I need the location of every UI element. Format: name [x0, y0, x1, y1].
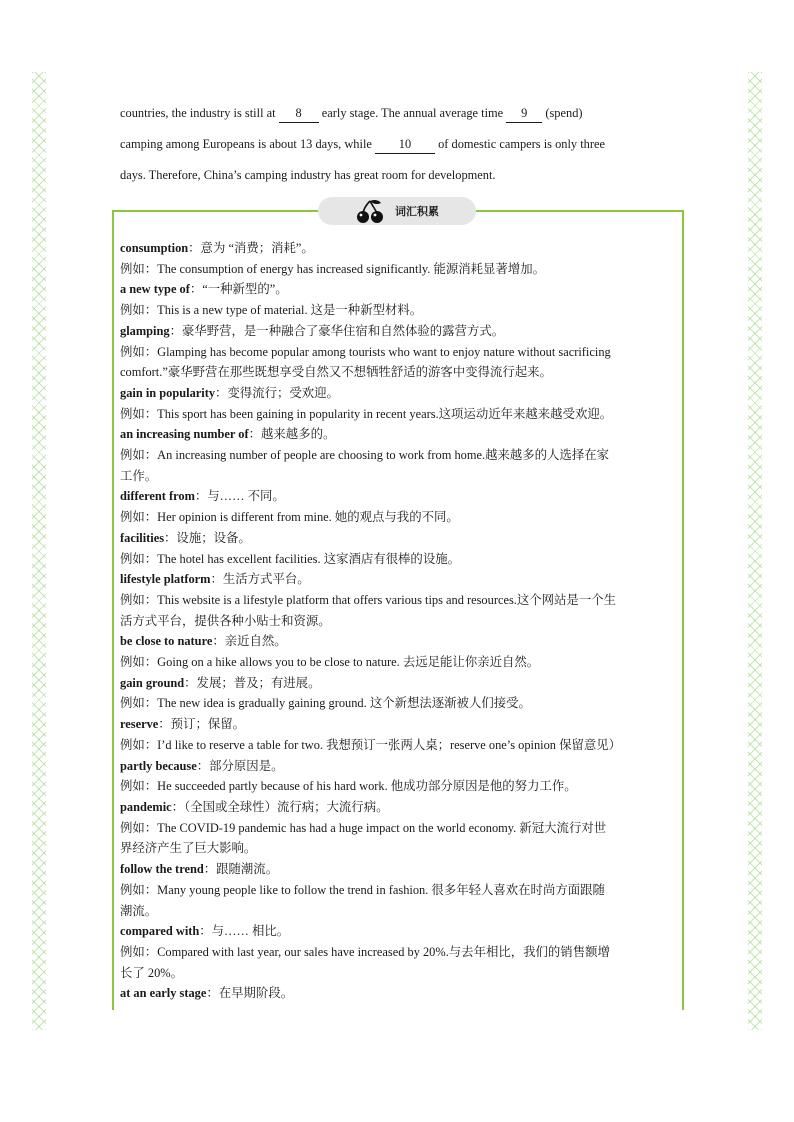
vocab-term: lifestyle platform: [120, 572, 211, 587]
cherry-icon: [355, 198, 385, 224]
vocab-term: different from: [120, 489, 195, 504]
vocab-example-line: 例如：The hotel has excellent facilities. 这家酒店有很棒的设施。: [120, 551, 460, 566]
vocab-example-line: 潮流。: [120, 903, 158, 918]
intro-line-2: camping among Europeans is about 13 days, while 10 of domestic campers is only three: [120, 129, 680, 160]
vocab-term: consumption: [120, 241, 189, 255]
vocab-term-line: [120, 756, 682, 777]
vocab-definition: ：豪华野营，是一种融合了豪华住宿和自然体验的露营方式。: [169, 323, 505, 338]
vocab-definition: ：意为 “消费；消耗”。: [188, 241, 314, 255]
vocab-example-line: 例如：This is a new type of material. 这是一种新型材料。: [120, 303, 423, 318]
vocab-example-line: 例如：He succeeded partly because of his hard work. 他成功部分原因是他的努力工作。: [120, 779, 577, 794]
vocab-example-line: 例如：Going on a hike allows you to be close to nature. 去远足能让你亲近自然。: [120, 655, 540, 670]
vocab-definition: ：生活方式平台。: [210, 572, 310, 587]
intro-line-1: countries, the industry is still at 8 early stage. The annual average time 9 (spend): [120, 98, 680, 129]
vocab-term: reserve: [120, 717, 159, 732]
vocab-term: a new type of: [120, 282, 190, 297]
vocab-term-line: [120, 238, 682, 259]
blank-10: 10: [375, 136, 435, 154]
vocab-term-line: [120, 321, 682, 342]
vocab-term-line: [120, 424, 682, 445]
vocab-term: gain in popularity: [120, 385, 216, 400]
vocab-example-line: 例如：Glamping has become popular among tourists who want to enjoy nature without sacrificing: [120, 344, 611, 359]
vocab-definition: ：跟随潮流。: [203, 862, 279, 877]
vocab-term: partly because: [120, 758, 197, 773]
vocab-title: 词汇积累: [395, 205, 439, 218]
vocab-term-line: [120, 797, 682, 818]
vocab-example-line: 例如：The new idea is gradually gaining ground. 这个新想法逐渐被人们接受。: [120, 696, 531, 711]
vocab-term-line: [120, 859, 682, 880]
vocab-term-line: [120, 673, 682, 694]
vocab-term-line: [120, 383, 682, 404]
vocab-term: follow the trend: [120, 862, 204, 877]
vocab-definition: ：变得流行；受欢迎。: [215, 385, 339, 400]
vocab-definition: ：“一种新型的”。: [189, 282, 288, 297]
vocab-term: at an early stage: [120, 986, 207, 1001]
vocab-example-line: 活方式平台，提供各种小贴士和资源。: [120, 613, 331, 628]
vocab-term-line: [120, 631, 682, 652]
vocab-example-line: 例如：An increasing number of people are choosing to work from home.越来越多的人选择在家: [120, 448, 609, 463]
vocab-example-line: 例如：Many young people like to follow the trend in fashion. 很多年轻人喜欢在时尚方面跟随: [120, 882, 605, 897]
vocab-example-line: 例如：This website is a lifestyle platform that offers various tips and resources.这个网站是一个生: [120, 592, 616, 607]
vocab-example-line: 工作。: [120, 468, 158, 483]
vocab-example-line: 例如：The COVID-19 pandemic has had a huge impact on the world economy. 新冠大流行对世: [120, 820, 607, 835]
vocab-example-line: 例如：Her opinion is different from mine. 她的观点与我的不同。: [120, 510, 459, 525]
vocab-definition: ：预订；保留。: [158, 717, 246, 732]
vocab-term: be close to nature: [120, 634, 213, 649]
vocab-term: compared with: [120, 924, 200, 939]
vocab-term-line: [120, 714, 682, 735]
intro-paragraph: [120, 98, 680, 191]
vocab-definition: ：越来越多的。: [248, 427, 336, 442]
vocab-example-line: 长了 20%。: [120, 965, 183, 980]
vocab-example-line: 例如：The consumption of energy has increased significantly. 能源消耗显著增加。: [120, 261, 545, 276]
vocab-term-line: [120, 983, 682, 1004]
vocab-content: [120, 238, 682, 1004]
vocab-term: gain ground: [120, 675, 185, 690]
vocab-definition: ：发展；普及；有进展。: [184, 675, 321, 690]
vocab-term: facilities: [120, 530, 165, 545]
vocab-term-line: [120, 921, 682, 942]
vocab-example-line: comfort.”豪华野营在那些既想享受自然又不想牺牲舒适的游客中变得流行起来。: [120, 365, 552, 380]
blank-9: 9: [506, 105, 542, 123]
vocab-header: [318, 197, 476, 225]
vocab-example-line: 例如：This sport has been gaining in popularity in recent years.这项运动近年来越来越受欢迎。: [120, 406, 613, 421]
vocab-term: an increasing number of: [120, 427, 249, 442]
vocab-term-line: [120, 279, 682, 300]
vocab-definition: ：部分原因是。: [196, 758, 284, 773]
vocab-example-line: 例如：Compared with last year, our sales have increased by 20%.与去年相比，我们的销售额增: [120, 944, 610, 959]
vocab-term: glamping: [120, 323, 170, 338]
decorative-border-right: [748, 72, 762, 1030]
vocab-definition: ：与…… 不同。: [194, 489, 285, 504]
vocab-definition: ：在早期阶段。: [206, 986, 294, 1001]
vocab-example-line: 例如：I’d like to reserve a table for two. 我想预订一张两人桌；reserve one’s opinion 保留意见）: [120, 737, 622, 752]
vocab-definition: ：与…… 相比。: [199, 924, 290, 939]
blank-8: 8: [279, 105, 319, 123]
vocab-definition: ：（全国或全球性）流行病；大流行病。: [171, 799, 389, 814]
decorative-border-left: [32, 72, 46, 1030]
vocab-term: pandemic: [120, 799, 172, 814]
vocab-term-line: [120, 569, 682, 590]
vocab-definition: ：亲近自然。: [212, 634, 287, 649]
vocab-definition: ：设施；设备。: [164, 530, 251, 545]
vocab-example-line: 界经济产生了巨大影响。: [120, 841, 257, 856]
vocab-term-line: [120, 528, 682, 549]
intro-line-3: days. Therefore, China’s camping industry has great room for development.: [120, 168, 496, 182]
vocab-term-line: [120, 486, 682, 507]
